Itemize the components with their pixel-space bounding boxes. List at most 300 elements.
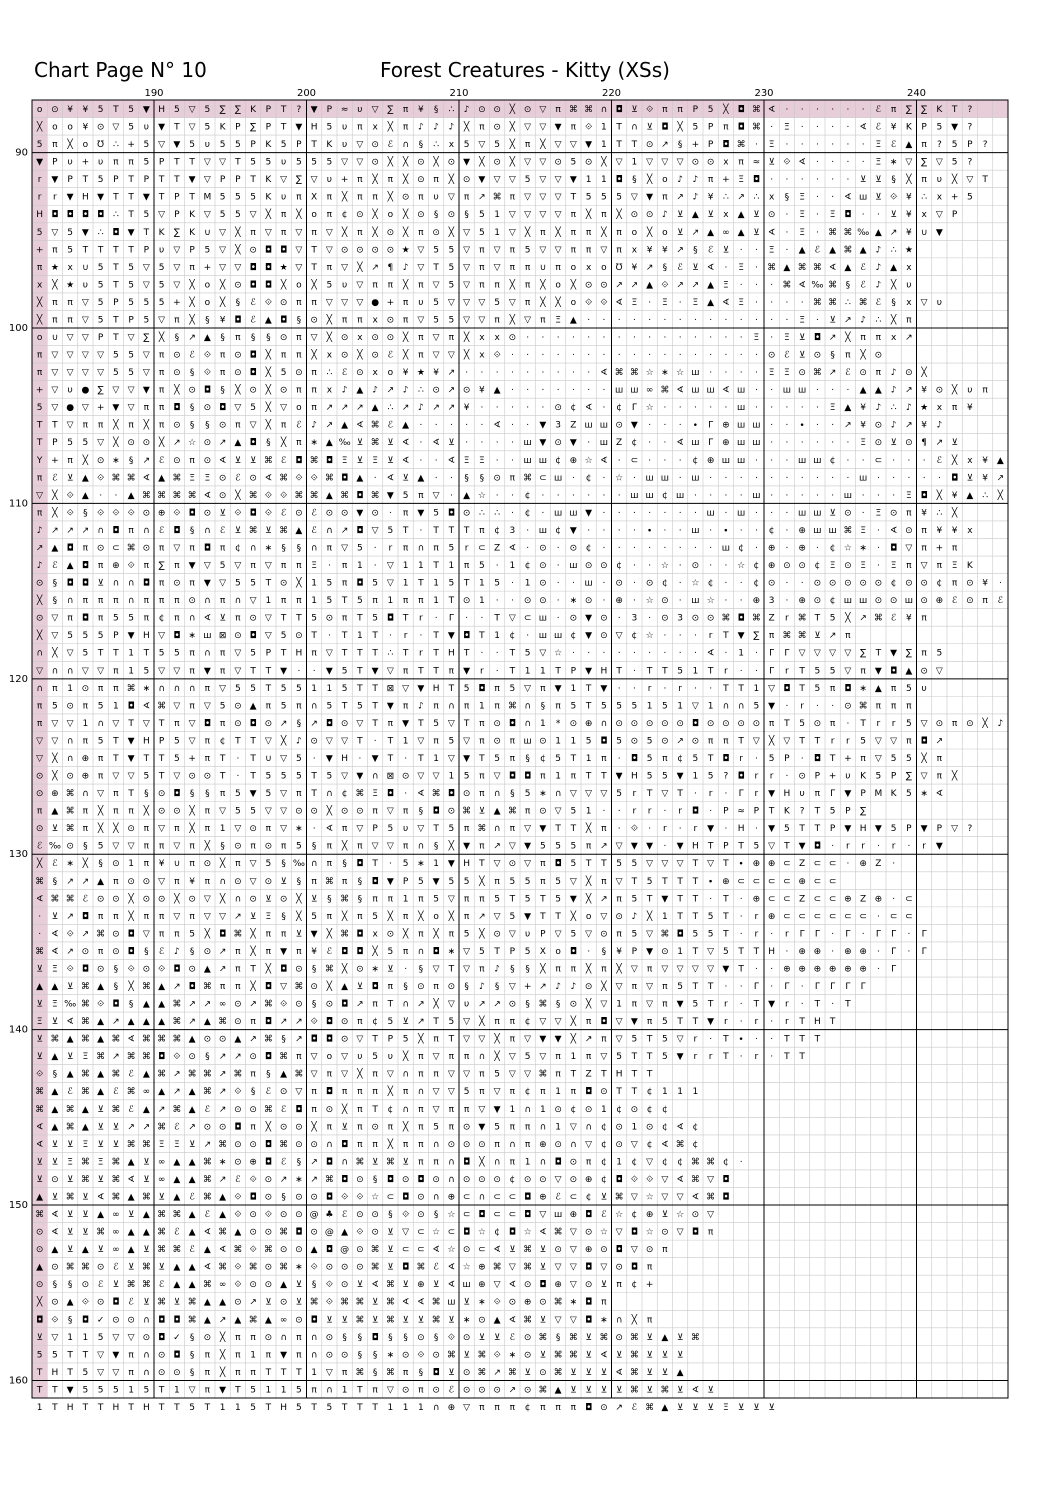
chart-symbol: · xyxy=(724,596,728,607)
chart-symbol: ▽ xyxy=(142,280,150,291)
chart-symbol: ш xyxy=(813,525,822,536)
chart-symbol: § xyxy=(189,1350,195,1361)
chart-symbol: ╳ xyxy=(646,227,653,238)
chart-symbol: · xyxy=(861,140,865,151)
chart-symbol: 1 xyxy=(555,771,561,782)
chart-symbol: ↗ xyxy=(188,999,196,1010)
chart-symbol: 5 xyxy=(36,1350,43,1361)
chart-symbol: + xyxy=(645,1280,654,1291)
chart-symbol: ♪ xyxy=(174,946,180,957)
chart-symbol: ⟐ xyxy=(890,192,898,203)
chart-symbol: ⊙ xyxy=(691,157,700,168)
chart-symbol: + xyxy=(523,981,532,992)
chart-symbol: Ξ xyxy=(860,525,866,536)
chart-symbol: Ξ xyxy=(799,315,805,326)
chart-symbol: ▼ xyxy=(356,508,364,519)
chart-symbol: ↗ xyxy=(889,227,898,238)
chart-symbol: ⊙ xyxy=(691,561,700,572)
chart-symbol: · xyxy=(465,438,469,449)
chart-symbol: ⊻ xyxy=(66,1052,74,1063)
chart-symbol: T xyxy=(113,245,119,256)
chart-symbol: ∗ xyxy=(859,683,867,694)
chart-symbol: ↗ xyxy=(828,631,837,642)
chart-symbol: · xyxy=(876,473,880,484)
chart-symbol: ⊙ xyxy=(706,718,715,729)
chart-symbol: ╳ xyxy=(52,508,58,519)
chart-symbol: ▲ xyxy=(905,666,913,677)
chart-symbol: ▽ xyxy=(97,666,105,677)
chart-symbol: · xyxy=(99,490,103,501)
chart-symbol: ⟐ xyxy=(97,999,105,1010)
chart-symbol: ⊙ xyxy=(523,1280,532,1291)
chart-symbol: ∴ xyxy=(753,192,760,203)
chart-symbol: ⊙ xyxy=(295,1122,303,1133)
chart-symbol: ⌘ xyxy=(370,1245,380,1256)
chart-symbol: 1 xyxy=(387,596,394,607)
chart-symbol: ∪ xyxy=(82,262,89,273)
chart-symbol: ⊻ xyxy=(97,578,104,589)
chart-symbol: ∢ xyxy=(722,297,730,308)
chart-symbol: 5 xyxy=(387,525,394,536)
chart-symbol: ℰ xyxy=(204,1104,211,1115)
chart-symbol: π xyxy=(921,175,927,186)
chart-symbol: ☆ xyxy=(645,631,654,642)
chart-symbol: π xyxy=(204,1385,211,1396)
chart-symbol: ◘ xyxy=(417,1174,425,1185)
chart-symbol: P xyxy=(52,157,58,168)
chart-symbol: ⌘ xyxy=(812,262,822,273)
chart-symbol: T xyxy=(97,1402,104,1413)
chart-symbol: · xyxy=(571,368,575,379)
chart-symbol: ▽ xyxy=(81,297,89,308)
chart-symbol: ╳ xyxy=(219,280,226,291)
chart-symbol: ⌘ xyxy=(35,1210,45,1221)
chart-symbol: ▽ xyxy=(249,210,257,221)
chart-symbol: ¢ xyxy=(829,455,836,466)
chart-symbol: T xyxy=(463,718,470,729)
chart-symbol: K xyxy=(189,227,196,238)
chart-symbol: ╳ xyxy=(36,297,43,308)
chart-symbol: ¥ xyxy=(951,525,958,536)
chart-symbol: · xyxy=(907,946,911,957)
chart-symbol: § xyxy=(52,876,58,887)
chart-symbol: 5 xyxy=(311,613,317,624)
chart-symbol: ш xyxy=(584,578,593,589)
chart-symbol: ▲ xyxy=(173,1192,181,1203)
chart-symbol: ╳ xyxy=(265,368,272,379)
chart-symbol: ш xyxy=(599,420,608,431)
chart-symbol: · xyxy=(587,332,591,343)
chart-symbol: ◘ xyxy=(203,543,211,554)
chart-symbol: ⌘ xyxy=(492,192,502,203)
chart-symbol: ∢ xyxy=(600,1350,608,1361)
chart-symbol: 5 xyxy=(357,543,363,554)
chart-symbol: T xyxy=(723,1034,729,1045)
chart-symbol: π xyxy=(494,1017,500,1028)
chart-symbol: ? xyxy=(936,140,942,151)
chart-symbol: T xyxy=(723,859,729,870)
chart-symbol: ╳ xyxy=(387,157,394,168)
chart-symbol: T xyxy=(82,1402,89,1413)
chart-symbol: π xyxy=(143,859,150,870)
chart-symbol: ∪ xyxy=(173,859,181,870)
chart-symbol: ↗ xyxy=(173,438,181,449)
chart-symbol: 5 xyxy=(36,140,43,151)
chart-symbol: ⊕ xyxy=(584,1174,593,1185)
chart-symbol: ▽ xyxy=(615,981,623,992)
chart-symbol: ◘ xyxy=(585,1262,593,1273)
chart-symbol: ▼ xyxy=(615,771,623,782)
chart-symbol: ⊻ xyxy=(676,1402,684,1413)
chart-symbol: § xyxy=(388,1332,393,1343)
chart-symbol: ш xyxy=(813,508,822,519)
chart-symbol: ⊙ xyxy=(234,701,242,712)
chart-symbol: ∩ xyxy=(432,1402,440,1413)
chart-symbol: ⊙ xyxy=(554,403,562,414)
chart-symbol: ♪ xyxy=(555,981,561,992)
chart-symbol: 1 xyxy=(128,666,134,677)
chart-symbol: ⊙ xyxy=(310,1227,318,1238)
chart-symbol: · xyxy=(831,420,835,431)
chart-symbol: 5 xyxy=(128,104,134,115)
chart-symbol: ∩ xyxy=(493,789,501,800)
chart-symbol: · xyxy=(815,543,819,554)
chart-symbol: ш xyxy=(523,455,532,466)
chart-symbol: ? xyxy=(967,157,973,168)
chart-symbol: π xyxy=(509,1157,516,1168)
chart-symbol: ⊂ xyxy=(783,894,791,905)
chart-symbol: ⊙ xyxy=(386,227,395,238)
chart-symbol: π xyxy=(158,385,165,396)
chart-symbol: π xyxy=(36,718,43,729)
chart-symbol: ▽ xyxy=(707,946,715,957)
chart-symbol: ↗ xyxy=(218,1174,227,1185)
chart-symbol: ⊕ xyxy=(706,455,715,466)
chart-symbol: ⌘ xyxy=(279,1262,289,1273)
chart-symbol: ◘ xyxy=(737,122,745,133)
chart-symbol: ⊻ xyxy=(143,1174,150,1185)
chart-symbol: · xyxy=(617,455,621,466)
chart-symbol: ▽ xyxy=(219,911,227,922)
chart-symbol: ▽ xyxy=(295,262,303,273)
chart-symbol: ⊻ xyxy=(600,1280,608,1291)
chart-symbol: π xyxy=(67,455,73,466)
chart-symbol: ▽ xyxy=(554,192,562,203)
chart-symbol: π xyxy=(402,946,409,957)
chart-symbol: 1 xyxy=(219,1402,226,1413)
chart-symbol: π xyxy=(204,1350,211,1361)
chart-symbol: π xyxy=(402,508,409,519)
chart-symbol: ⊻ xyxy=(265,894,272,905)
chart-symbol: ⊙ xyxy=(554,1245,562,1256)
chart-symbol: ∢ xyxy=(264,473,273,484)
chart-symbol: · xyxy=(739,1052,743,1063)
chart-symbol: · xyxy=(510,403,514,414)
chart-symbol: π xyxy=(326,543,333,554)
chart-symbol: ╳ xyxy=(372,946,378,957)
chart-symbol: ╳ xyxy=(158,438,165,449)
chart-symbol: ↗ xyxy=(645,262,654,273)
chart-symbol: ℰ xyxy=(250,315,256,326)
chart-symbol: ◘ xyxy=(432,806,440,817)
chart-symbol: 5 xyxy=(341,666,348,677)
chart-symbol: ℰ xyxy=(555,1192,561,1203)
chart-symbol: T xyxy=(646,789,653,800)
chart-symbol: ⌘ xyxy=(50,1034,60,1045)
chart-symbol: ▲ xyxy=(142,1017,150,1028)
chart-symbol: π xyxy=(82,806,89,817)
chart-symbol: ∴ xyxy=(113,140,119,151)
chart-symbol: ∞ xyxy=(112,1245,120,1256)
chart-symbol: ▽ xyxy=(768,841,776,852)
chart-symbol: ▼ xyxy=(600,683,608,694)
chart-symbol: ≈ xyxy=(340,104,349,115)
chart-symbol: ⌘ xyxy=(187,1315,197,1326)
chart-symbol: ▲ xyxy=(493,1315,501,1326)
chart-symbol: ⊙ xyxy=(844,701,852,712)
chart-symbol: T xyxy=(585,859,592,870)
chart-symbol: π xyxy=(768,718,775,729)
chart-symbol: ╳ xyxy=(387,911,394,922)
chart-symbol: π xyxy=(372,1385,378,1396)
chart-symbol: ◘ xyxy=(630,753,638,764)
chart-symbol: ▽ xyxy=(539,122,547,133)
chart-symbol: π xyxy=(402,1367,409,1378)
chart-symbol: ▼ xyxy=(188,561,196,572)
chart-symbol: ⌘ xyxy=(324,876,334,887)
chart-symbol: ⊕ xyxy=(813,964,822,975)
chart-symbol: π xyxy=(143,613,150,624)
chart-symbol: ▼ xyxy=(569,175,577,186)
chart-symbol: · xyxy=(831,841,835,852)
chart-symbol: ◘ xyxy=(203,718,211,729)
chart-symbol: T xyxy=(845,999,851,1010)
chart-symbol: π xyxy=(36,473,43,484)
chart-symbol: ◘ xyxy=(249,350,257,361)
chart-symbol: ⌘ xyxy=(80,1157,90,1168)
chart-symbol: ∗ xyxy=(264,543,273,554)
chart-symbol: · xyxy=(495,666,499,677)
chart-symbol: ▼ xyxy=(66,192,74,203)
chart-symbol: · xyxy=(678,420,682,431)
chart-symbol: ш xyxy=(691,368,700,379)
chart-symbol: · xyxy=(724,262,728,273)
chart-symbol: ⊻ xyxy=(66,1174,74,1185)
chart-symbol: ⊻ xyxy=(600,1192,608,1203)
chart-symbol: ▽ xyxy=(51,613,59,624)
chart-symbol: ш xyxy=(737,420,746,431)
chart-symbol: H xyxy=(615,1069,623,1080)
chart-symbol: π xyxy=(158,403,165,414)
chart-symbol: · xyxy=(739,911,743,922)
chart-symbol: ▲ xyxy=(36,1262,44,1273)
chart-symbol: 5 xyxy=(250,683,256,694)
chart-symbol: ⊙ xyxy=(218,1122,227,1133)
chart-symbol: · xyxy=(556,368,560,379)
chart-symbol: π xyxy=(402,122,409,133)
chart-symbol: ◘ xyxy=(356,490,364,501)
chart-symbol: ⊙ xyxy=(234,280,242,291)
chart-symbol: ⊻ xyxy=(387,1227,394,1238)
chart-symbol: ▲ xyxy=(158,473,166,484)
chart-symbol: T xyxy=(174,157,180,168)
row-tick-label: 90 xyxy=(15,147,28,159)
chart-symbol: π xyxy=(677,104,683,115)
chart-symbol: ⊙ xyxy=(813,578,822,589)
chart-symbol: ⊙ xyxy=(462,1245,471,1256)
chart-symbol: ▽ xyxy=(554,1174,562,1185)
chart-symbol: ⊙ xyxy=(157,1367,166,1378)
chart-symbol: ⊙ xyxy=(264,1227,273,1238)
chart-symbol: · xyxy=(907,841,911,852)
chart-symbol: ℰ xyxy=(189,1192,195,1203)
chart-symbol: ∗ xyxy=(447,946,456,957)
chart-symbol: ⊂ xyxy=(462,1210,471,1221)
chart-symbol: ⌘ xyxy=(523,473,533,484)
chart-symbol: ╳ xyxy=(204,929,211,940)
chart-symbol: ◘ xyxy=(173,525,181,536)
chart-symbol: ⊙ xyxy=(798,561,806,572)
chart-symbol: Z xyxy=(616,438,623,449)
chart-symbol: ╳ xyxy=(585,210,592,221)
chart-symbol: ▽ xyxy=(966,175,974,186)
chart-symbol: ¥ xyxy=(646,245,653,256)
chart-symbol: ╳ xyxy=(235,227,241,238)
chart-symbol: ⊙ xyxy=(188,964,196,975)
chart-symbol: ⊂ xyxy=(569,1192,578,1203)
chart-symbol: ш xyxy=(538,613,547,624)
chart-symbol: ◘ xyxy=(737,771,745,782)
chart-symbol: ш xyxy=(676,490,685,501)
chart-symbol: ◘ xyxy=(249,438,257,449)
chart-symbol: T xyxy=(707,981,714,992)
chart-symbol: ↗ xyxy=(401,403,410,414)
chart-symbol: 5 xyxy=(326,701,333,712)
chart-symbol: ▽ xyxy=(493,175,501,186)
chart-symbol: ▽ xyxy=(539,157,547,168)
chart-symbol: 5 xyxy=(326,578,333,589)
chart-symbol: 5 xyxy=(158,262,165,273)
chart-symbol: ¢ xyxy=(494,1227,500,1238)
chart-symbol: Z xyxy=(799,894,806,905)
chart-symbol: ▽ xyxy=(447,718,455,729)
chart-symbol: Ξ xyxy=(951,561,958,572)
chart-symbol: ⊙ xyxy=(96,964,105,975)
chart-symbol: ◘ xyxy=(173,631,181,642)
chart-symbol: · xyxy=(770,455,774,466)
chart-symbol: ⌘ xyxy=(111,473,121,484)
chart-symbol: π xyxy=(555,1052,561,1063)
chart-symbol: ▽ xyxy=(264,613,272,624)
chart-symbol: ╳ xyxy=(174,385,180,396)
chart-symbol: 5 xyxy=(829,806,836,817)
chart-symbol: o xyxy=(601,262,607,273)
chart-symbol: π xyxy=(372,192,378,203)
chart-symbol: ▽ xyxy=(402,1227,410,1238)
chart-symbol: π xyxy=(143,561,150,572)
chart-symbol: ▽ xyxy=(707,859,715,870)
chart-symbol: · xyxy=(785,578,789,589)
chart-symbol: H xyxy=(768,946,776,957)
chart-symbol: 1 xyxy=(219,824,226,835)
chart-symbol: 5 xyxy=(82,1385,89,1396)
chart-symbol: ∩ xyxy=(600,718,608,729)
chart-symbol: ⊂ xyxy=(737,876,745,887)
chart-symbol: · xyxy=(617,613,621,624)
chart-symbol: 5 xyxy=(82,648,89,659)
chart-symbol: ⊙ xyxy=(539,736,547,747)
chart-symbol: ∢ xyxy=(493,420,501,431)
chart-symbol: 5 xyxy=(82,438,89,449)
chart-symbol: T xyxy=(723,631,729,642)
chart-symbol: 1 xyxy=(250,1350,256,1361)
chart-symbol: ⊻ xyxy=(737,1402,745,1413)
chart-symbol: ⊻ xyxy=(539,1245,547,1256)
chart-symbol: ℰ xyxy=(631,1402,638,1413)
chart-symbol: x xyxy=(890,332,897,343)
chart-symbol: 5 xyxy=(723,946,729,957)
chart-symbol: · xyxy=(846,718,850,729)
chart-symbol: ⊙ xyxy=(417,1332,425,1343)
chart-symbol: ⊙ xyxy=(615,578,623,589)
chart-symbol: ⊻ xyxy=(280,876,287,887)
chart-symbol: ╳ xyxy=(113,438,119,449)
chart-symbol: · xyxy=(754,140,758,151)
chart-symbol: Ξ xyxy=(860,561,866,572)
chart-symbol: ↗ xyxy=(737,192,745,203)
chart-symbol: ▽ xyxy=(219,578,227,589)
chart-symbol: T xyxy=(631,1052,638,1063)
chart-symbol: ¢ xyxy=(570,1104,577,1115)
chart-symbol: ▽ xyxy=(127,385,135,396)
chart-symbol: ⌘ xyxy=(431,1297,441,1308)
chart-symbol: 5 xyxy=(494,1069,500,1080)
chart-symbol: ∢ xyxy=(676,1122,684,1133)
chart-symbol: § xyxy=(510,964,515,975)
chart-symbol: 5 xyxy=(646,736,653,747)
chart-symbol: ∩ xyxy=(539,1157,547,1168)
chart-symbol: Γ xyxy=(921,946,927,957)
chart-symbol: ℰ xyxy=(875,297,882,308)
chart-symbol: π xyxy=(326,210,333,221)
chart-symbol: ♪ xyxy=(997,718,1004,729)
chart-symbol: ⌘ xyxy=(202,981,212,992)
chart-symbol: π xyxy=(662,981,668,992)
chart-symbol: ◘ xyxy=(386,1174,394,1185)
chart-symbol: ▼ xyxy=(524,911,532,922)
chart-symbol: ▽ xyxy=(127,771,135,782)
chart-symbol: ¢ xyxy=(692,455,699,466)
chart-symbol: ‰ xyxy=(48,841,61,852)
chart-symbol: ¥ xyxy=(921,508,927,519)
chart-symbol: · xyxy=(571,473,575,484)
chart-symbol: ◘ xyxy=(280,964,288,975)
chart-symbol: ▽ xyxy=(630,1139,638,1150)
chart-symbol: H xyxy=(813,1017,821,1028)
chart-symbol: ↗ xyxy=(279,1017,288,1028)
chart-symbol: § xyxy=(266,1069,271,1080)
chart-symbol: ⊕ xyxy=(859,946,867,957)
chart-symbol: ⊕ xyxy=(783,964,791,975)
chart-symbol: ш xyxy=(798,508,807,519)
chart-symbol: x xyxy=(372,122,378,133)
chart-symbol: · xyxy=(602,578,606,589)
chart-symbol: o xyxy=(570,262,577,273)
chart-symbol: T xyxy=(67,1350,73,1361)
chart-symbol: π xyxy=(494,683,500,694)
chart-symbol: ╳ xyxy=(387,1087,394,1098)
chart-symbol: ¢ xyxy=(235,543,241,554)
